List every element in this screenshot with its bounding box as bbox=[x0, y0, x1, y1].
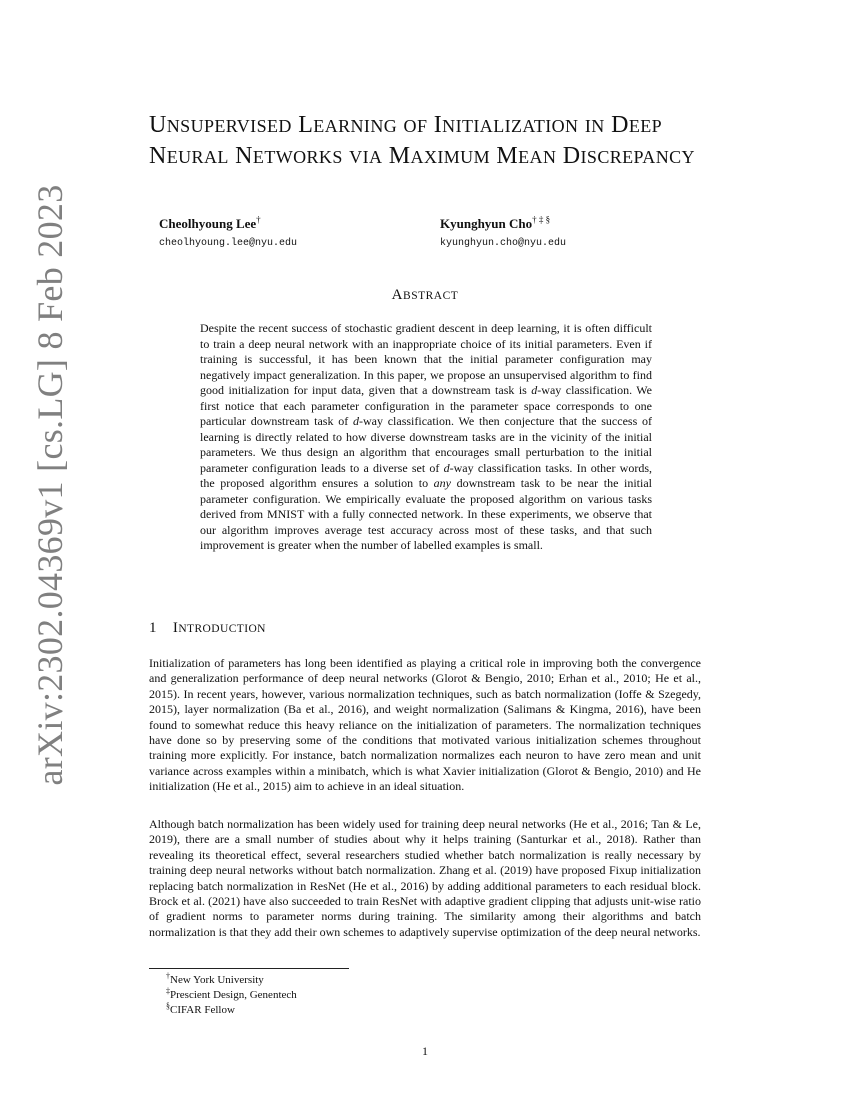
author-block-2 bbox=[440, 216, 566, 249]
author-block-1 bbox=[159, 216, 297, 249]
section-title: INTRODUCTION bbox=[172, 620, 266, 636]
author-email: kyunghyun.cho@nyu.edu bbox=[440, 238, 567, 249]
abstract-text: Despite the recent success of stochastic gradient descent in deep learning, it is often difficult to train a deep neural network with an inappropriate choice of its initial parameters. Even if training is successful, it has been known that the initial parameter configuration may negatively impact generalization. In this paper, we propose an unsupervised algorithm to find good initialization for input data, given that a downstream task is d-way classification. We first notice that each parameter configuration in the parameter space corresponds to one particular downstream task of d-way classification. We then conjecture that the success of learning is directly related to how diverse downstream tasks are in the vicinity of the initial parameters. We thus design an algorithm that encourages small perturbation to the initial parameter configuration leads to a diverse set of d-way classification tasks. In other words, the proposed algorithm ensures a solution to any downstream task to be near the initial parameter configuration. We empirically evaluate the proposed algorithm on various tasks derived from MNIST with a fully connected network. In these experiments, we observe that our algorithm improves average test accuracy across most of these tasks, and that such improvement is greater when the number of labelled examples is small. bbox=[200, 321, 653, 552]
footnote: †New York University bbox=[166, 971, 264, 986]
abstract-heading: ABSTRACT bbox=[391, 287, 459, 303]
section-number: 1 bbox=[149, 620, 157, 636]
intro-paragraph-2: Although batch normalization has been widely used for training deep neural networks (He et al., 2016; Tan & Le, 2019), there are a small number of studies about why it helps training (Santurkar et al., 2018). Rather than revealing its theoretical effect, several researchers studied whether batch normalization is really necessary by training deep neural networks without batch normalization. Zhang et al. (2019) have proposed Fixup initialization replacing batch normalization in ResNet (He et al., 2016) by adding additional parameters to each residual block. Brock et al. (2021) have also succeeded to train ResNet with adaptive gradient clipping that adjusts unit-wise ratio of gradient norms to parameter norms during training. The similarity among their algorithms and batch normalization is that they add their own schemes to adaptively supervise optimization of the deep neural networks. bbox=[149, 817, 701, 939]
paper-title: UNSUPERVISED LEARNING OF INITIALIZATION IN DEEP NEURAL NETWORKS VIA MAXIMUM MEAN DISCREPANCY bbox=[149, 112, 695, 169]
page-number: 1 bbox=[422, 1044, 428, 1058]
author-name: Kyunghyun Cho† ‡ § bbox=[440, 214, 551, 231]
author-email: cheolhyoung.lee@nyu.edu bbox=[159, 238, 298, 249]
intro-paragraph-1: Initialization of parameters has long been identified as playing a critical role in improving both the convergence and generalization performance of deep neural networks (Glorot & Bengio, 2010; Erhan et al., 2010; He et al., 2015). In recent years, however, various normalization techniques, such as batch normalization (Ioffe & Szegedy, 2015), layer normalization (Ba et al., 2016), and weight normalization (Salimans & Kingma, 2016), have been found to somewhat reduce this heavy reliance on the initialization of parameters. The normalization techniques have done so by preserving some of the conditions that motivated various initialization schemes throughout training more explicitly. For instance, batch normalization normalizes each neuron to have zero mean and unit variance across examples within a minibatch, which is what Xavier initialization (Glorot & Bengio, 2010) and He initialization (He et al., 2015) aim to achieve in an ideal situation. bbox=[149, 656, 701, 794]
section-heading-introduction bbox=[149, 620, 266, 637]
footnote-rule bbox=[149, 968, 349, 969]
footnote: §CIFAR Fellow bbox=[166, 1001, 235, 1016]
arxiv-identifier-stamp: arXiv:2302.04369v1 [cs.LG] 8 Feb 2023 bbox=[30, 184, 70, 786]
footnote: ‡Prescient Design, Genentech bbox=[166, 986, 297, 1001]
footnotes bbox=[166, 973, 297, 1018]
author-name: Cheolhyoung Lee† bbox=[159, 214, 261, 231]
